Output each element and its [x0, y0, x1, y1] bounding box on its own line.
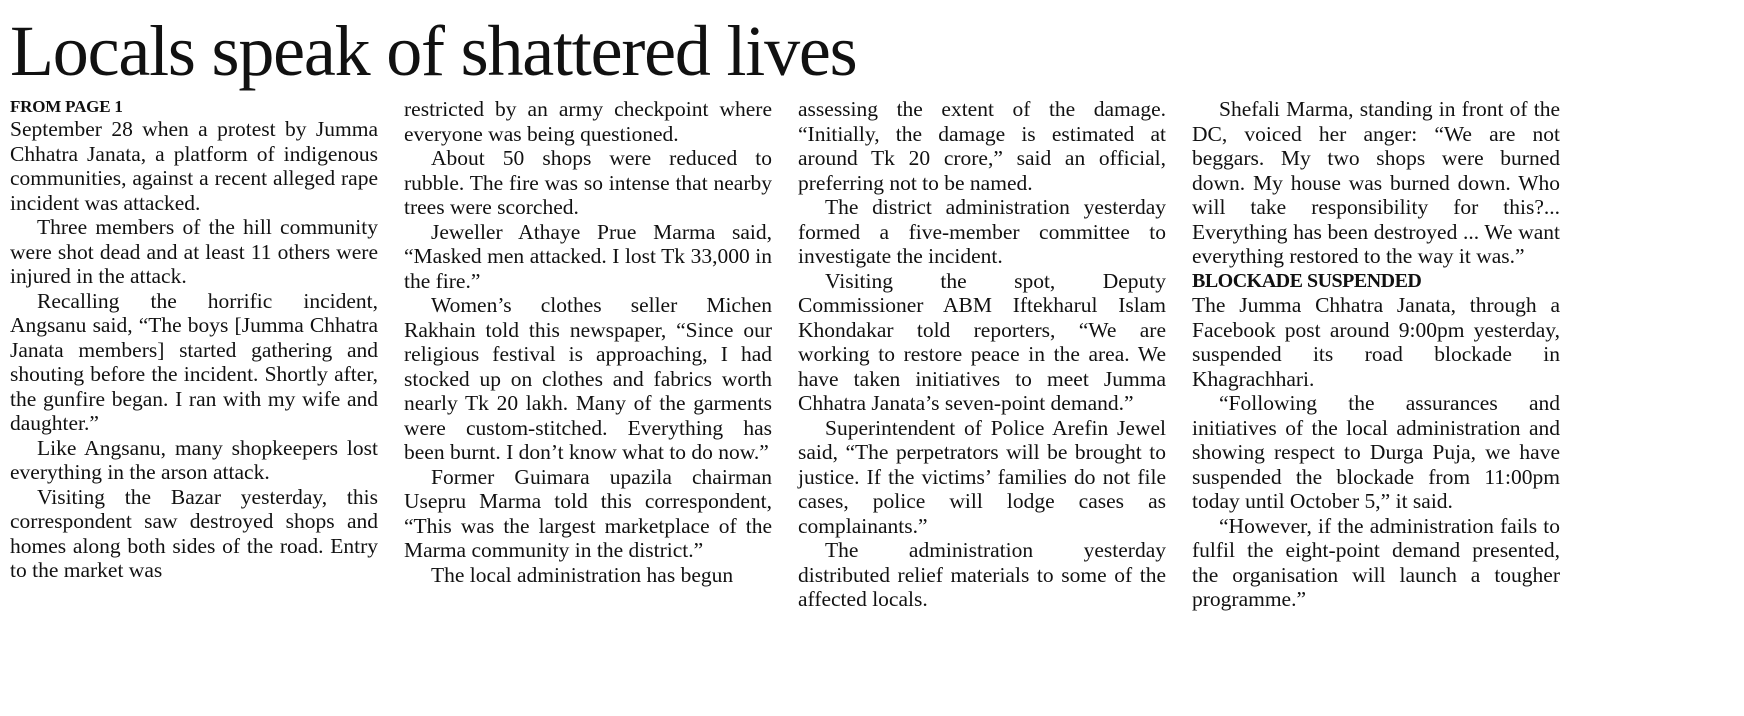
- paragraph: Visiting the spot, Deputy Commissioner ABM Iftekharul Islam Khondakar told reporters, “We are working to restore peace in the area. We have taken initiatives to meet Jumma Chhatra Janata’s seven-point demand.”: [798, 268, 1166, 415]
- paragraph: Visiting the Bazar yesterday, this correspondent saw destroyed shops and homes along both sides of the road. Entry to the market was: [10, 484, 378, 582]
- paragraph: Jeweller Athaye Prue Marma said, “Masked men attacked. I lost Tk 33,000 in the fire.”: [404, 219, 772, 293]
- paragraph: assessing the extent of the damage. “Initially, the damage is estimated at around Tk 20 crore,” said an official, preferring not to be named.: [798, 97, 1166, 195]
- subhead-blockade-suspended: BLOCKADE SUSPENDED: [1192, 269, 1422, 292]
- article-column-3: [798, 97, 1166, 612]
- paragraph: “Following the assurances and initiatives of the local administration and showing respect to Durga Puja, we have suspended the blockade from 11:00pm today until October 5,” it said.: [1192, 391, 1560, 513]
- paragraph: Women’s clothes seller Michen Rakhain told this newspaper, “Since our religious festival is approaching, I had stocked up on clothes and fabrics worth nearly Tk 20 lakh. Many of the garments were custom-stitched. Everything has been burnt. I don’t know what to do now.”: [404, 293, 772, 464]
- article-column-1: [10, 97, 378, 583]
- paragraph: Former Guimara upazila chairman Usepru Marma told this correspondent, “This was the largest marketplace of the Marma community in the district.”: [404, 464, 772, 562]
- paragraph: restricted by an army checkpoint where everyone was being questioned.: [404, 97, 772, 146]
- paragraph: Superintendent of Police Arefin Jewel said, “The perpetrators will be brought to justice. If the victims’ families do not file cases, police will lodge cases as complainants.”: [798, 415, 1166, 538]
- article-column-2: [404, 97, 772, 587]
- paragraph: Three members of the hill community were shot dead and at least 11 others were injured in the attack.: [10, 215, 378, 288]
- paragraph: The administration yesterday distributed relief materials to some of the affected locals.: [798, 538, 1166, 611]
- paragraph: Like Angsanu, many shopkeepers lost everything in the arson attack.: [10, 435, 378, 484]
- paragraph: About 50 shops were reduced to rubble. The fire was so intense that nearby trees were scorched.: [404, 146, 772, 219]
- paragraph: The local administration has begun: [431, 562, 734, 587]
- kicker-from-page-1: FROM PAGE 1: [10, 97, 123, 116]
- paragraph: “However, if the administration fails to fulfil the eight-point demand presented, the organisation will launch a tougher programme.”: [1192, 513, 1560, 611]
- paragraph: September 28 when a protest by Jumma Chhatra Janata, a platform of indigenous communities, against a recent alleged rape incident was attacked.: [10, 117, 378, 215]
- headline: Locals speak of shattered lives: [10, 11, 857, 91]
- paragraph: The Jumma Chhatra Janata, through a Facebook post around 9:00pm yesterday, suspended its road blockade in Khagrachhari.: [1192, 293, 1560, 391]
- paragraph: Shefali Marma, standing in front of the DC, voiced her anger: “We are not beggars. My two shops were burned down. My house was burned down. Who will take responsibility for this?... Everything has been destroyed ... We want everything restored to the way it was.”: [1192, 97, 1560, 268]
- paragraph: The district administration yesterday formed a five-member committee to investigate the incident.: [798, 195, 1166, 268]
- paragraph: Recalling the horrific incident, Angsanu said, “The boys [Jumma Chhatra Janata members] started gathering and shouting before the incident. Shortly after, the gunfire began. I ran with my wife and daughter.”: [10, 288, 378, 435]
- article-column-4: [1192, 97, 1560, 612]
